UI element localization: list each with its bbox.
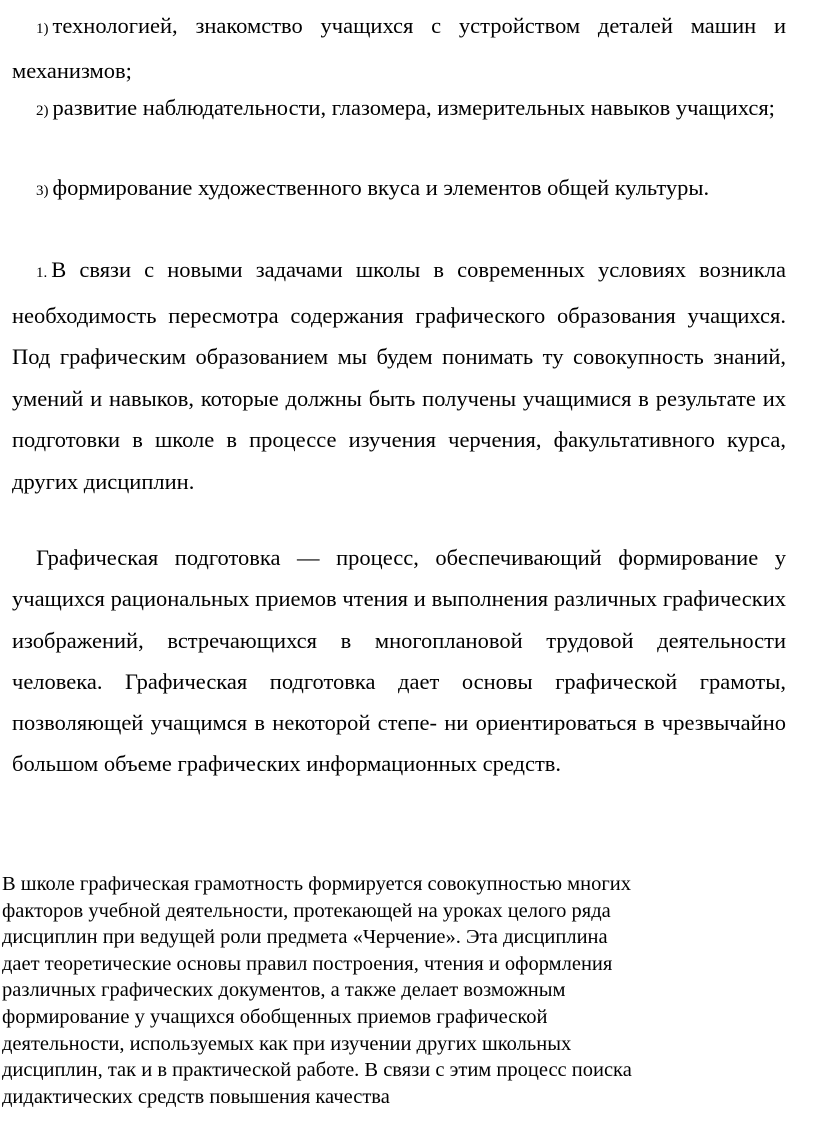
text-line: формирование у учащихся обобщенных приемов графической [2, 1005, 548, 1028]
text-line: деятельности, используемых как при изучении других школьных [2, 1032, 572, 1055]
list-item [12, 88, 786, 131]
list-item-text: развитие наблюдательности, глазомера, измерительных навыков учащихся; [52, 95, 775, 120]
numbered-paragraph [12, 249, 786, 502]
paragraph-text: Графическая подготовка — процесс, обеспечивающий формирование у учащихся рациональных приемов чтения и выполнения различных графических изображений, встречающихся в многоплановой трудовой деятельности человека. Графическая подготовка дает основы графической грамоты, позволяющей учащимся в некоторой степе- ни ориентироваться в чрезвычайно большом объеме графических информационных средств. [12, 545, 786, 777]
list-item-marker: 1) [36, 21, 49, 37]
text-line: дисциплин, так и в практической работе. В связи с этим процесс поиска [2, 1059, 632, 1082]
paragraph-lines [2, 871, 814, 1110]
list-item-text: формирование художественного вкуса и элементов общей культуры. [52, 175, 710, 200]
text-line: В школе графическая грамотность формируется совокупностью многих [2, 873, 631, 895]
text-line: различных графических документов, а также делает возможным [2, 979, 566, 1002]
text-line: дидактических средств повышения качества [2, 1085, 390, 1108]
text-line: факторов учебной деятельности, протекающей на уроках целого ряда [2, 899, 611, 922]
paragraph-text: В связи с новыми задачами школы в современных условиях возникла необходимость пересмотра содержания графического образования учащихся. Под графическим образованием мы будем понимать ту совокупность знаний, умений и навыков, которые должны быть получены учащимися в результате их подготовки в школе в процессе изучения черчения, факультативного курса, других дисциплин. [12, 257, 786, 494]
text-line: дает теоретические основы правил построения, чтения и оформления [2, 952, 613, 975]
paragraph [12, 537, 786, 785]
text-line: дисциплин при ведущей роли предмета «Черчение». Эта дисциплина [2, 926, 608, 949]
paragraph-number: 1. [36, 265, 48, 281]
list-item [12, 168, 786, 211]
list-item [12, 5, 786, 91]
list-item-text: технологией, знакомство учащихся с устройством деталей машин и механизмов; [12, 13, 786, 83]
list-item-marker: 2) [36, 103, 49, 119]
list-item-marker: 3) [36, 183, 49, 199]
